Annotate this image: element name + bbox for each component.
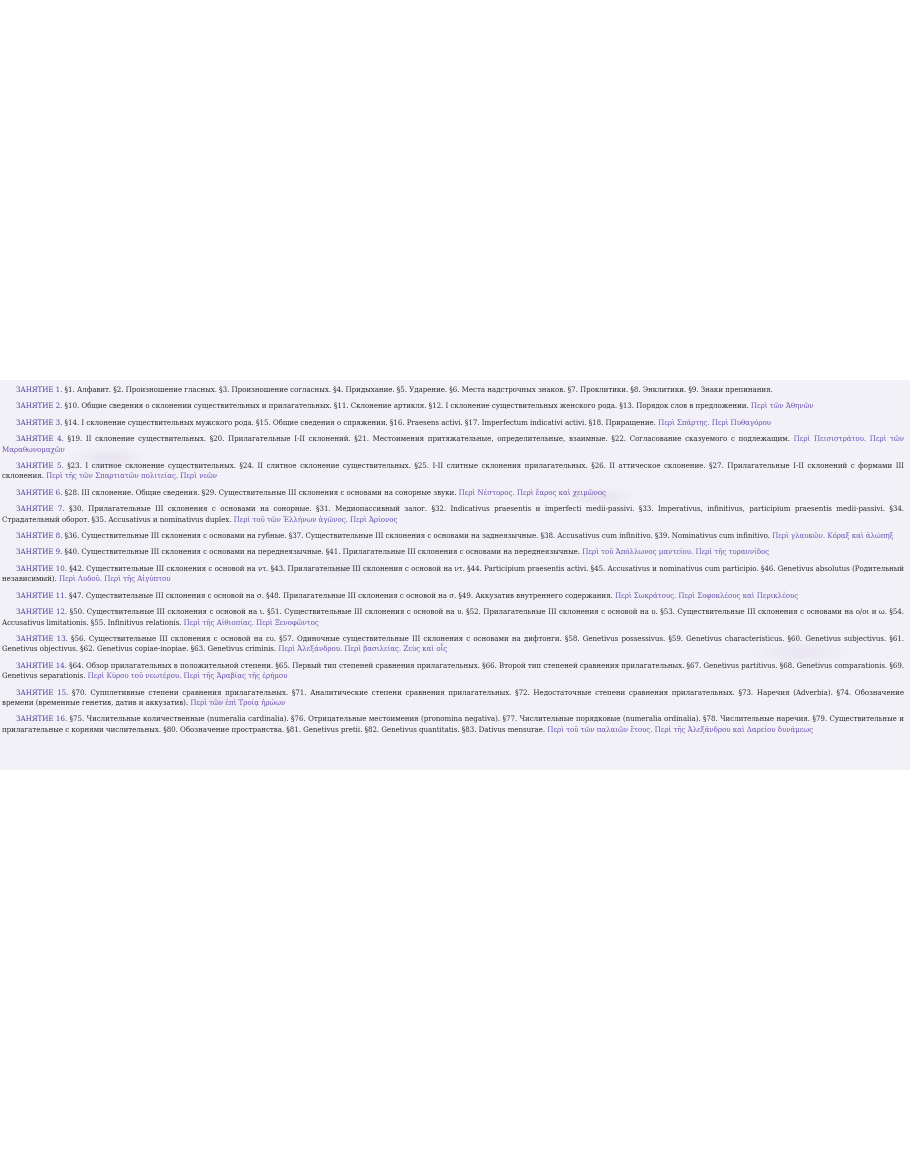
lesson-readings-link[interactable]: Περὶ τῆς τῶν Σπαρτιατῶν πολιτείας. Περὶ νεῶν xyxy=(46,471,217,481)
lesson-readings-link[interactable]: Περὶ τοῦ τῶν Ἑλλήνων ἀγῶνος. Περὶ Ἀρίονος xyxy=(233,514,398,524)
lesson-topics: §30. Прилагательные III склонения с основами на сонорные. §31. Медиопассивный залог. §32. Indicativus praesentis и imperfecti medii-passivi. §33. Imperativus, infinitivus, participium praesentis medii-passivi. §34. Страдательный оборот. §35. Accusativus и nominativus duplex. xyxy=(2,504,904,524)
lesson-title: ЗАНЯТИЕ 5. xyxy=(16,461,64,471)
lesson-title: ЗАНЯТИЕ 10. xyxy=(16,563,67,573)
lesson-item xyxy=(2,607,904,628)
lesson-item xyxy=(2,531,904,541)
lesson-title: ЗАНЯТИЕ 12. xyxy=(16,607,68,617)
lesson-readings-link[interactable]: Περὶ τῶν ἐπὶ Τροίᾳ ἡρώων xyxy=(190,697,286,707)
lesson-item xyxy=(2,401,904,411)
lesson-title: ЗАНЯТИЕ 8. xyxy=(16,531,63,541)
lesson-title: ЗАНЯТИЕ 6. xyxy=(16,487,63,497)
lesson-topics: §47. Существительные III склонения с основой на σ. §48. Прилагательные III склонения с основой на σ. §49. Аккузатив внутреннего содержания. xyxy=(69,590,613,600)
lesson-topics: §42. Существительные III склонения с основой на ντ. §43. Прилагательные III склонения с основой на ντ. §44. Participium praesentis activi. §45. Accusativus и nominativus cum participio. §46. Genetivus absolutus (Родительный независимый). xyxy=(2,563,904,584)
lesson-item xyxy=(2,504,904,525)
lesson-readings-link[interactable]: Περὶ Κύρου τοῦ νεωτέρου. Περὶ τῆς Ἀραβίας τῆς ἐρήμου xyxy=(87,671,288,681)
lesson-title: ЗАНЯТИЕ 2. xyxy=(16,401,63,411)
lesson-readings-link[interactable]: Περὶ Σπάρτης. Περὶ Πυθαγόρου xyxy=(658,417,771,427)
lesson-readings-link[interactable]: Περὶ τοῦ Ἀπόλλωνος μαντείου. Περὶ τῆς τυραννίδος xyxy=(582,547,770,557)
lesson-item xyxy=(2,547,904,557)
lesson-topics: §70. Супплетивные степени сравнения прилагательных. §71. Аналитические степени сравнения прилагательных. §72. Недостаточные степени сравнения прилагательных. §73. Наречия (Adverbia). §74. Обозначение времени (временные генетив, датив и аккузатив). xyxy=(2,687,904,707)
lesson-topics: §10. Общие сведения о склонении существительных и прилагательных. §11. Склонение артикля. §12. I склонение существительных женского рода. §13. Порядок слов в предложении. xyxy=(64,401,749,411)
lesson-readings-link[interactable]: Περὶ Πεισιστράτου. Περὶ τῶν Μαραθωνομαχῶν xyxy=(2,434,904,454)
lesson-topics: §50. Существительные III склонения с основой на ι. §51. Существительные III склонения с основой на υ. §52. Прилагательные III склонения с основой на υ. §53. Существительные III склонения с основами на ο/οι и ω. §54. Accusativus limitationis. §55. Infinitivus relationis. xyxy=(2,607,904,627)
lesson-title: ЗАНЯТИЕ 11. xyxy=(16,590,67,600)
lesson-topics: §14. I склонение существительных мужского рода. §15. Общие сведения о спряжении. §16. Praesens activi. §17. Imperfectum indicativi activi. §18. Приращение. xyxy=(64,417,656,427)
lesson-item xyxy=(2,591,904,601)
lesson-readings-link[interactable]: Περὶ τῆς Αἰθιοπίας. Περὶ Ξενοφῶντος xyxy=(183,617,319,627)
lesson-item xyxy=(2,634,904,655)
lesson-readings-link[interactable]: Περὶ Ἀλεξάνδρου. Περὶ βασιλείας. Ζεὺς καὶ οἶς xyxy=(278,644,448,654)
lesson-topics: §64. Обзор прилагательных в положительной степени. §65. Первый тип степеней сравнения прилагательных. §66. Второй тип степеней сравнения прилагательных. §67. Genetivus partitivus. §68. Genetivus comparationis. §69. Genetivus separationis. xyxy=(2,660,904,681)
lesson-topics: §28. III склонение. Общие сведения. §29. Существительные III склонения с основами на сонорные звуки. xyxy=(64,487,457,497)
lesson-title: ЗАНЯТИЕ 7. xyxy=(16,504,65,514)
lesson-topics: §75. Числительные количественные (numeralia cardinalia). §76. Отрицательные местоимения (pronomina negativa). §77. Числительные порядковые (numeralia ordinalia). §78. Числительные наречия. §79. Существительные и прилагательные с корнями числительных. §80. Обозначение пространства. §81. Genetivus pretii. §82. Genetivus quantitatis. §83. Dativus mensurae. xyxy=(2,714,904,734)
lesson-readings-link[interactable]: Περὶ Λυδοῦ. Περὶ τῆς Αἰγύπτου xyxy=(58,574,171,584)
lesson-topics: §36. Существительные III склонения с основами на губные. §37. Существительные III склонения с основами на заднеязычные. §38. Accusativus cum infinitivo. §39. Nominativus cum infinitivo. xyxy=(64,531,770,541)
lesson-topics: §1. Алфавит. §2. Произношение гласных. §3. Произношение согласных. §4. Придыхание. §5. Ударение. §6. Места надстрочных знаков. §7. Проклитики. §8. Энклитики. §9. Знаки препинания. xyxy=(64,385,773,394)
lesson-readings-link[interactable]: Περὶ γλαυκῶν. Κόραξ καὶ ἀλώπηξ xyxy=(772,531,894,541)
lesson-readings-link[interactable]: Περὶ τῶν Ἀθηνῶν xyxy=(750,401,814,411)
lesson-item xyxy=(2,434,904,455)
lesson-item xyxy=(2,564,904,585)
lesson-readings-link[interactable]: Περὶ Νέστορος. Περὶ ἔαρος καὶ χειμῶνος xyxy=(458,487,606,497)
lesson-readings-link[interactable]: Περὶ Σωκράτους. Περὶ Σοφοκλέους καὶ Περικλέους xyxy=(614,590,799,600)
lesson-title: ЗАНЯТИЕ 3. xyxy=(16,417,63,427)
lesson-title: ЗАНЯТИЕ 15. xyxy=(16,687,69,697)
lesson-item xyxy=(2,385,904,395)
lesson-title: ЗАНЯТИЕ 9. xyxy=(16,547,63,557)
lesson-item xyxy=(2,461,904,482)
lesson-topics: §40. Существительные III склонения с основами на переднеязычные. §41. Прилагательные III склонения с основами на переднеязычные. xyxy=(64,547,581,557)
lesson-list xyxy=(0,385,906,741)
lesson-readings-link[interactable]: Περὶ τοῦ τῶν παλαιῶν ἔτους. Περὶ τῆς Ἀλεξάνδρου καὶ Δαρείου δυνάμεως xyxy=(547,724,814,734)
lesson-topics: §23. I слитное склонение существительных. §24. II слитное склонение существительных. §25. I-II слитные склонения прилагательных. §26. II аттическое склонение. §27. Прилагательные I-II склонений с формами III склонения. xyxy=(2,461,904,481)
lesson-title: ЗАНЯТИЕ 16. xyxy=(16,714,68,724)
lesson-title: ЗАНЯТИЕ 14. xyxy=(16,660,67,670)
lesson-item xyxy=(2,418,904,428)
lesson-item xyxy=(2,488,904,498)
lesson-title: ЗАНЯТИЕ 1. xyxy=(16,385,63,394)
lesson-topics: §56. Существительные III склонения с основой на ευ. §57. Одиночные существительные III склонения с основами на дифтонги. §58. Genetivus possessivus. §59. Genetivus characteristicus. §60. Genetivus subjectivus. §61. Genetivus objectivus. §62. Genetivus copiae-inopiae. §63. Genetivus criminis. xyxy=(2,633,904,654)
lesson-title: ЗАНЯТИЕ 4. xyxy=(16,434,64,444)
lesson-item xyxy=(2,714,904,735)
lesson-topics: §19. II склонение существительных. §20. Прилагательные I-II склонений. §21. Местоимения притяжательные, определительные, взаимные. §22. Согласование сказуемого с подлежащим. xyxy=(67,434,790,444)
lesson-title: ЗАНЯТИЕ 13. xyxy=(16,633,68,643)
lesson-item xyxy=(2,661,904,682)
lesson-item xyxy=(2,688,904,709)
